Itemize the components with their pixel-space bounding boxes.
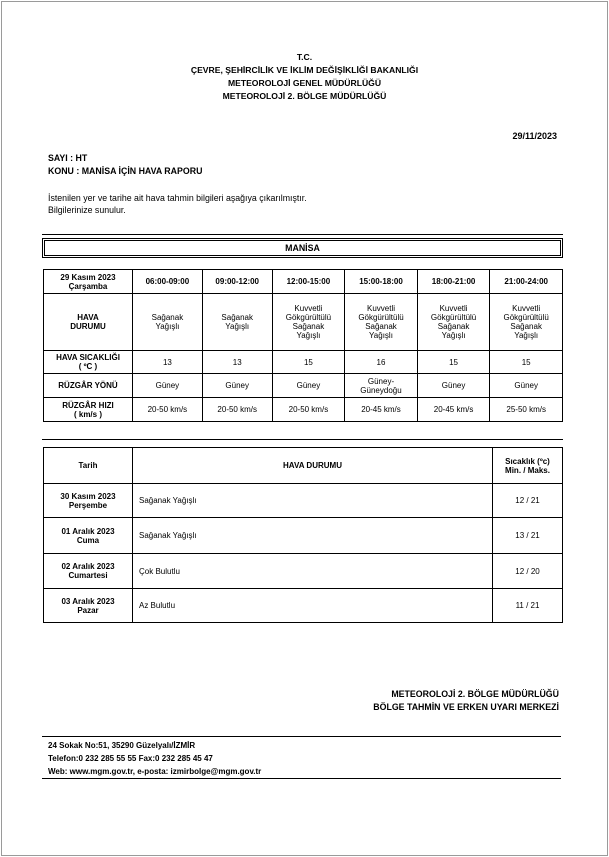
table-row xyxy=(44,484,563,518)
cell-line: Sağanak xyxy=(221,313,254,322)
wind-speed-cell: 20-50 km/s xyxy=(272,398,345,422)
cell-line: Yağışlı xyxy=(369,331,393,340)
wind-dir-cell xyxy=(133,374,203,398)
header-tc: T.C. xyxy=(296,52,313,62)
period-header: 09:00-12:00 xyxy=(202,270,272,294)
header-regional-directorate: METEOROLOJİ 2. BÖLGE MÜDÜRLÜĞÜ xyxy=(222,91,387,101)
cell-line: Sağanak xyxy=(365,322,397,331)
temp-cell: 13 xyxy=(133,351,203,374)
cell-line: Kuvvetli xyxy=(439,304,468,313)
label-line: ( ºC ) xyxy=(78,362,98,371)
divider xyxy=(42,234,563,235)
wind-dir-cell xyxy=(345,374,418,398)
wind-dir-cell xyxy=(417,374,490,398)
wind-speed-cell: 25-50 km/s xyxy=(490,398,563,422)
table-row xyxy=(44,398,563,422)
footer-phone: Telefon:0 232 285 55 55 Fax:0 232 285 45 47 xyxy=(48,754,213,763)
cell-line: Yağışlı xyxy=(296,331,321,340)
header-directorate-general: METEOROLOJİ GENEL MÜDÜRLÜĞÜ xyxy=(227,78,382,88)
col-weather-header: HAVA DURUMU xyxy=(133,448,493,484)
header-line: Sıcaklık (ºc) xyxy=(505,456,550,466)
cell-line: Sağanak xyxy=(437,322,470,331)
cell-line: Güney- xyxy=(367,376,395,386)
table-row xyxy=(44,351,563,374)
table-row xyxy=(44,554,563,589)
wind-dir-label: RÜZGÂR YÖNÜ xyxy=(44,374,133,398)
cell-line: Kuvvetli xyxy=(512,304,541,313)
weather-cell xyxy=(345,294,418,351)
col-date-header: Tarih xyxy=(44,448,133,484)
city-banner: MANİSA xyxy=(44,240,561,256)
period-header: 21:00-24:00 xyxy=(490,270,563,294)
weather-cell xyxy=(133,294,203,351)
forecast-date-cell xyxy=(44,589,133,623)
today-date: 29 Kasım 2023 xyxy=(60,272,116,282)
forecast-day: Cuma xyxy=(76,535,100,545)
forecast-weather: Çok Bulutlu xyxy=(133,554,493,589)
forecast-day: Cumartesi xyxy=(68,571,108,580)
weather-cell xyxy=(202,294,272,351)
cell-line: Güney xyxy=(155,381,180,390)
page-border xyxy=(1,1,608,856)
table-row xyxy=(44,589,563,623)
wind-speed-cell: 20-45 km/s xyxy=(417,398,490,422)
cell-line: Güney xyxy=(514,381,538,390)
forecast-date: 03 Aralık 2023 xyxy=(61,596,115,606)
intro-line-2: Bilgilerinize sunulur. xyxy=(48,205,126,215)
label-line: HAVA SICAKLIĞI xyxy=(56,353,120,362)
cell-line: Güney xyxy=(296,381,321,390)
wind-speed-cell: 20-50 km/s xyxy=(202,398,272,422)
forecast-temp: 11 / 21 xyxy=(493,589,563,623)
forecast-date-cell xyxy=(44,484,133,518)
period-header: 06:00-09:00 xyxy=(133,270,203,294)
forecast-day: Pazar xyxy=(77,605,99,615)
cell-line: Güneydoğu xyxy=(360,385,402,395)
cell-line: Gökgürültülü xyxy=(285,313,332,322)
temp-label xyxy=(44,351,133,374)
divider xyxy=(42,439,563,440)
footer-web: Web: www.mgm.gov.tr, e-posta: izmirbolge@mgm.gov.tr xyxy=(48,767,262,776)
temp-cell: 16 xyxy=(345,351,418,374)
cell-line: Sağanak xyxy=(292,322,325,331)
table-row xyxy=(44,374,563,398)
cell-line: Güney xyxy=(441,381,466,390)
cell-line: Güney xyxy=(225,381,249,390)
intro-line-1: İstenilen yer ve tarihe ait hava tahmin bilgileri aşağıya çıkarılmıştır. xyxy=(48,193,307,203)
cell-line: Sağanak xyxy=(510,322,542,331)
temp-cell: 15 xyxy=(272,351,345,374)
temp-cell: 15 xyxy=(490,351,563,374)
today-day: Çarşamba xyxy=(68,281,108,291)
forecast-date-cell xyxy=(44,554,133,589)
today-date-cell xyxy=(44,270,133,294)
cell-line: Yağışlı xyxy=(514,331,539,340)
forecast-weather: Sağanak Yağışlı xyxy=(133,484,493,518)
table-row xyxy=(44,294,563,351)
table-row xyxy=(44,270,563,294)
label-line: HAVA xyxy=(77,313,99,322)
cell-line: Kuvvetli xyxy=(366,304,395,313)
forecast-weather: Sağanak Yağışlı xyxy=(133,518,493,554)
label-line: ( km/s ) xyxy=(73,409,102,419)
period-header: 18:00-21:00 xyxy=(417,270,490,294)
document-date: 29/11/2023 xyxy=(512,131,557,141)
wind-dir-cell xyxy=(202,374,272,398)
forecast-date: 02 Aralık 2023 xyxy=(61,562,115,571)
cell-line: Gökgürültülü xyxy=(503,313,549,322)
forecast-date: 01 Aralık 2023 xyxy=(61,526,115,536)
label-line: RÜZGÂR HIZI xyxy=(62,400,114,410)
forecast-temp: 12 / 21 xyxy=(493,484,563,518)
col-temp-header xyxy=(493,448,563,484)
forecast-date: 30 Kasım 2023 xyxy=(60,491,116,501)
cell-line: Yağışlı xyxy=(225,322,250,331)
weather-label xyxy=(44,294,133,351)
temp-cell: 13 xyxy=(202,351,272,374)
daily-forecast-table xyxy=(43,447,563,623)
cell-line: Gökgürültülü xyxy=(358,313,404,322)
wind-dir-cell xyxy=(490,374,563,398)
forecast-date-cell xyxy=(44,518,133,554)
ref-konu: KONU : MANİSA İÇİN HAVA RAPORU xyxy=(48,166,203,176)
wind-speed-cell: 20-45 km/s xyxy=(345,398,418,422)
today-forecast-table xyxy=(43,269,563,422)
cell-line: Yağışlı xyxy=(155,322,180,331)
forecast-temp: 12 / 20 xyxy=(493,554,563,589)
footer-address: 24 Sokak No:51, 35290 Güzelyalı/İZMİR xyxy=(48,741,196,750)
signature-center: BÖLGE TAHMİN VE ERKEN UYARI MERKEZİ xyxy=(373,702,559,712)
footer-divider xyxy=(42,736,561,737)
cell-line: Sağanak xyxy=(151,313,184,322)
cell-line: Gökgürültülü xyxy=(430,313,477,322)
footer-divider xyxy=(42,778,561,779)
weather-cell xyxy=(272,294,345,351)
cell-line: Kuvvetli xyxy=(294,304,323,313)
table-row xyxy=(44,448,563,484)
label-line: DURUMU xyxy=(70,322,106,331)
forecast-weather: Az Bulutlu xyxy=(133,589,493,623)
ref-sayi: SAYI : HT xyxy=(48,153,88,163)
period-header: 12:00-15:00 xyxy=(272,270,345,294)
weather-cell xyxy=(417,294,490,351)
header-ministry: ÇEVRE, ŞEHİRCİLİK VE İKLİM DEĞİŞİKLİĞİ BAKANLIĞI xyxy=(190,65,419,75)
temp-cell: 15 xyxy=(417,351,490,374)
forecast-temp: 13 / 21 xyxy=(493,518,563,554)
table-row xyxy=(44,518,563,554)
cell-line: Yağışlı xyxy=(441,331,466,340)
forecast-day: Perşembe xyxy=(68,500,108,510)
wind-speed-cell: 20-50 km/s xyxy=(133,398,203,422)
wind-dir-cell xyxy=(272,374,345,398)
signature-directorate: METEOROLOJİ 2. BÖLGE MÜDÜRLÜĞÜ xyxy=(391,689,559,699)
header-line: Min. / Maks. xyxy=(505,465,550,475)
weather-cell xyxy=(490,294,563,351)
wind-speed-label xyxy=(44,398,133,422)
period-header: 15:00-18:00 xyxy=(345,270,418,294)
